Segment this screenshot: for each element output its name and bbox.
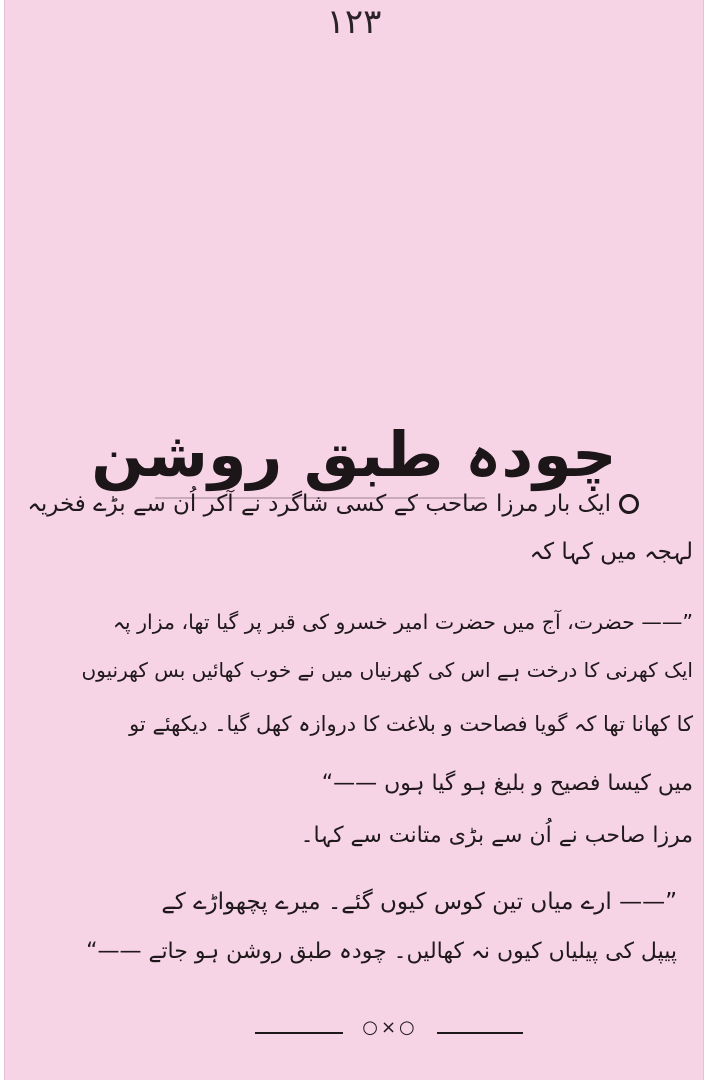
story-title: چودہ طبق روشن: [91, 418, 617, 491]
ornament-center: ○×○: [362, 1017, 418, 1038]
text-line-2: لہجہ میں کہا کہ: [529, 539, 693, 565]
text-line-5: کا کھانا تھا کہ گویا فصاحت و بلاغت کا دروازہ کھل گیا۔ دیکھئے تو: [129, 712, 693, 736]
paragraph-bullet-icon: [619, 494, 639, 514]
ornament-line-left: [255, 1032, 343, 1034]
end-ornament: [5, 1014, 703, 1054]
text-line-8: ”—— ارے میاں تین کوس کیوں گئے۔ میرے پچھواڑے کے: [161, 889, 677, 915]
text-line-1: ایک بار مرزا صاحب کے کسی شاگرد نے آکر اُن سے بڑے فخریہ: [27, 491, 611, 517]
text-line-6: میں کیسا فصیح و بلیغ ہو گیا ہوں ——“: [321, 771, 693, 796]
ornament-line-right: [437, 1032, 523, 1034]
text-line-3: ”—— حضرت، آج میں حضرت امیر خسرو کی قبر پر گیا تھا، مزار پہ: [112, 610, 693, 634]
text-line-7: مرزا صاحب نے اُن سے بڑی متانت سے کہا۔: [300, 823, 693, 848]
page-number: ۱۲۳: [326, 2, 382, 42]
text-line-9: پیپل کی پیلیاں کیوں نہ کھالیں۔ چودہ طبق روشن ہو جاتے ——“: [86, 939, 677, 964]
text-line-4: ایک کھرنی کا درخت ہے اس کی کھرنیاں میں نے خوب کھائیں بس کھرنیوں: [81, 658, 693, 682]
book-page: [4, 0, 704, 1080]
